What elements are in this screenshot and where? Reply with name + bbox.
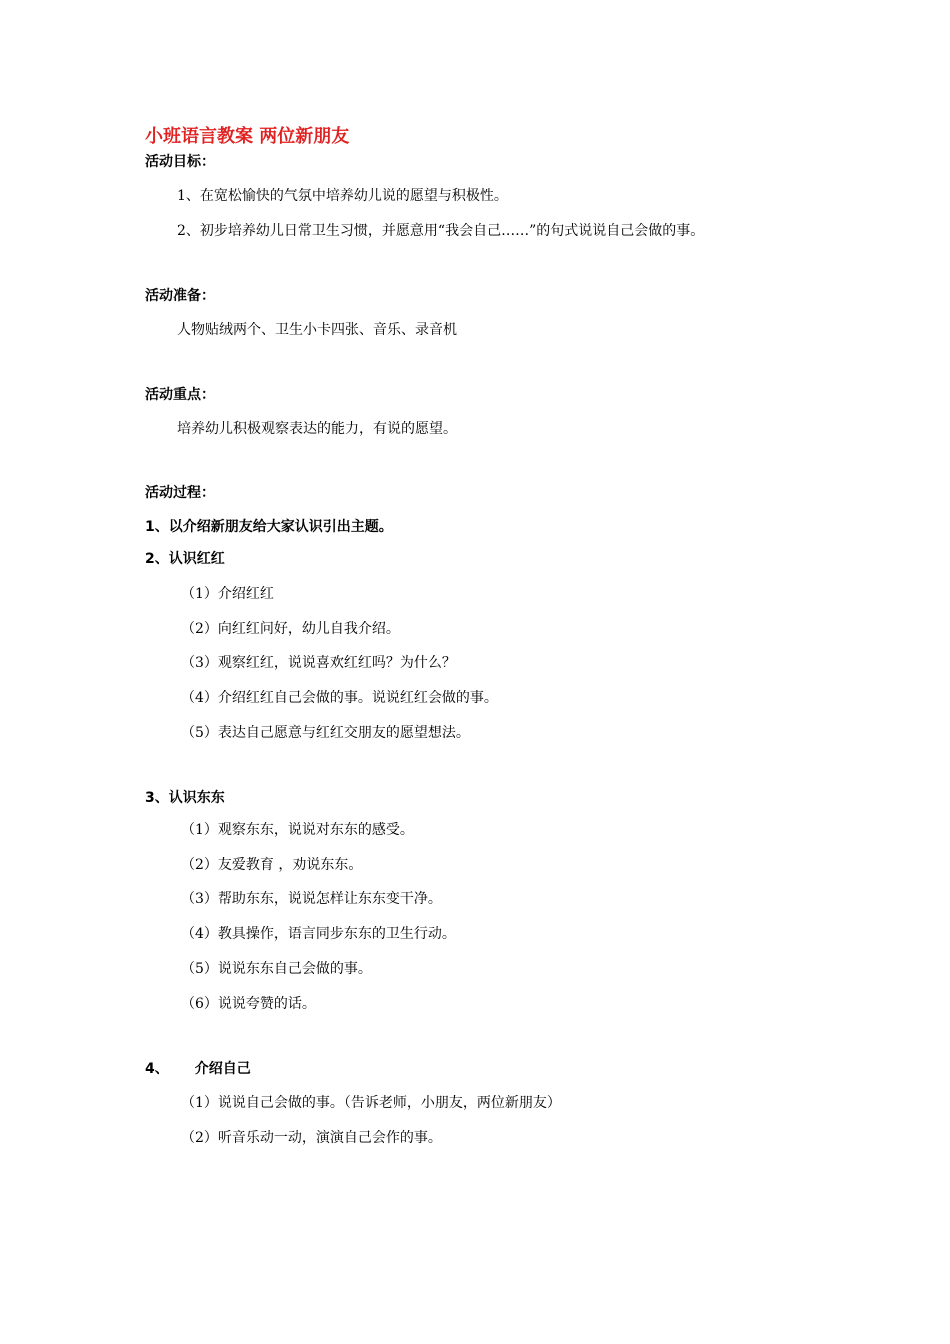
step-2-item: （5）表达自己愿意与红红交朋友的愿望想法。 [181, 725, 470, 741]
goal-item: 2、初步培养幼儿日常卫生习惯，并愿意用“我会自己……”的句式说说自己会做的事。 [177, 223, 705, 239]
step-2-item: （1）介绍红红 [181, 586, 274, 602]
step-3-item: （3）帮助东东，说说怎样让东东变干净。 [181, 891, 442, 907]
step-4-label: 介绍自己 [194, 1061, 251, 1077]
process-step-2: 2、认识红红 [145, 551, 225, 567]
document-title: 小班语言教案 两位新朋友 [145, 126, 350, 147]
step-2-item: （2）向红红问好，幼儿自我介绍。 [181, 621, 400, 637]
step-3-item: （1）观察东东，说说对东东的感受。 [181, 822, 414, 838]
step-3-item: （2）友爱教育 ，劝说东东。 [181, 857, 363, 873]
step-3-item: （5）说说东东自己会做的事。 [181, 961, 372, 977]
prep-text: 人物贴绒两个、卫生小卡四张、音乐、录音机 [177, 322, 457, 338]
step-4-number: 4、 [145, 1061, 169, 1077]
step-3-item: （6）说说夸赞的话。 [181, 996, 316, 1012]
step-3-item: （4）教具操作，语言同步东东的卫生行动。 [181, 926, 456, 942]
goal-item: 1、在宽松愉快的气氛中培养幼儿说的愿望与积极性。 [177, 188, 508, 204]
process-step-3: 3、认识东东 [145, 790, 225, 806]
process-step-1: 1、以介绍新朋友给大家认识引出主题。 [145, 519, 393, 535]
step-4-item: （2）听音乐动一动，演演自己会作的事。 [181, 1130, 442, 1146]
goals-heading: 活动目标： [145, 154, 215, 170]
prep-heading: 活动准备： [145, 288, 215, 304]
process-step-4 [145, 1062, 251, 1076]
focus-text: 培养幼儿积极观察表达的能力，有说的愿望。 [177, 421, 457, 437]
process-heading: 活动过程： [145, 485, 215, 501]
step-2-item: （4）介绍红红自己会做的事。说说红红会做的事。 [181, 690, 498, 706]
step-2-item: （3）观察红红，说说喜欢红红吗？为什么？ [181, 655, 456, 671]
focus-heading: 活动重点： [145, 387, 215, 403]
step-4-item: （1）说说自己会做的事。（告诉老师，小朋友，两位新朋友） [181, 1095, 561, 1111]
